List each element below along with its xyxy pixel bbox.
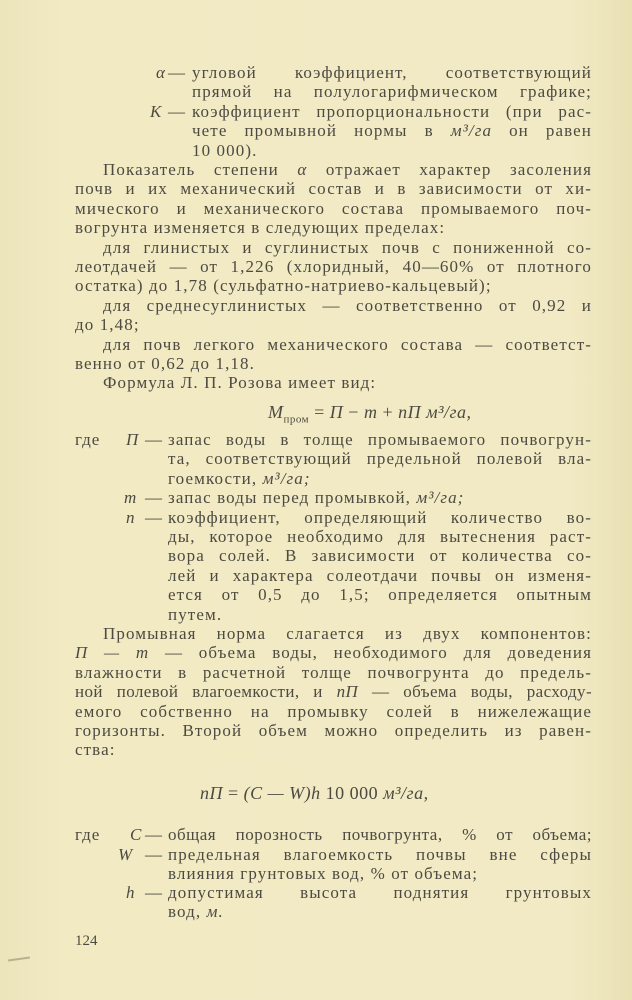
dash: —: [168, 102, 185, 121]
symbol-M: М: [268, 402, 284, 422]
text: чете промывной нормы в: [192, 121, 434, 140]
text-line: ды, которое необходимо для вытеснения раст-: [168, 527, 592, 546]
dash: —: [145, 430, 162, 449]
text-line: остатка) до 1,78 (сульфатно-натриево-кальцевый);: [75, 276, 492, 295]
symbol-alpha: α: [156, 63, 165, 82]
text-line: [75, 682, 592, 702]
symbol-P: П: [329, 402, 344, 422]
text-line: угловой коэффициент, соответствующий: [192, 63, 592, 82]
text-line: влажности в расчетной толще почвогрунта до предель-: [75, 663, 592, 682]
text-line: 10 000).: [192, 141, 258, 160]
text-line: предельная влагоемкость почвы вне сферы: [168, 845, 592, 864]
operator: =: [228, 783, 239, 803]
text: гоемкости,: [168, 469, 258, 488]
operator: −: [348, 402, 359, 422]
text: Показатель степени: [103, 160, 279, 179]
dash: —: [145, 488, 162, 507]
page-number: 124: [75, 933, 98, 949]
symbol-m: m: [363, 402, 378, 422]
unit: м³/га;: [262, 469, 311, 488]
text-line: [103, 160, 592, 180]
symbol-W: W: [289, 783, 305, 803]
symbol-n: n: [126, 508, 135, 527]
symbol-alpha: α: [297, 160, 308, 179]
text-line: коэффициент пропорциональности (при рас-: [192, 102, 592, 121]
text-line: [192, 121, 592, 141]
text-line: коэффициент, определяющий количество во-: [168, 508, 592, 527]
symbol-h: h: [126, 883, 135, 902]
text-line: Формула Л. П. Розова имеет вид:: [103, 373, 377, 392]
unit: м.: [206, 902, 224, 921]
where-label: где: [75, 430, 101, 449]
text-line: ется от 0,5 до 1,5; определяется опытным: [168, 585, 592, 604]
text-line: общая порозность почвогрунта, % от объема;: [168, 825, 592, 844]
text-line: лей и характера солеотдачи почвы он изменя-: [168, 566, 592, 585]
text-line: [168, 488, 592, 508]
text-line: вора солей. В зависимости от количества со-: [168, 546, 592, 565]
text: ной полевой влагоемкости, и: [75, 682, 323, 701]
where-label: где: [75, 825, 101, 844]
text-line: ства:: [75, 740, 116, 759]
text-line: влияния грунтовых вод, % от объема;: [168, 864, 479, 883]
text: — объема воды, необходимого для доведения: [164, 643, 592, 662]
scan-mark: [8, 956, 30, 961]
subscript: пром: [283, 413, 310, 426]
formula-rozov: [268, 400, 472, 424]
operator: +: [382, 402, 394, 422]
symbol-P: П: [126, 430, 139, 449]
text: отражает характер засоления: [325, 160, 592, 179]
text-line: до 1,48;: [75, 315, 140, 334]
text-line: почв и их механический состав и в зависимости от хи-: [75, 179, 592, 198]
expression: (C —: [243, 783, 285, 803]
text-line: для глинистых и суглинистых почв с пониженной со-: [103, 238, 592, 257]
symbol-W: W: [118, 845, 133, 864]
text-line: Промывная норма слагается из двух компонентов:: [103, 624, 592, 643]
text-line: вогрунта изменяется в следующих пределах:: [75, 218, 446, 237]
formula-washing-volume: [200, 781, 429, 805]
text-line: для среднесуглинистых — соответственно от 0,92 и: [103, 296, 592, 315]
unit: м³/га: [450, 121, 493, 140]
unit: м³/га,: [383, 783, 429, 803]
text: — объема воды, расходу-: [372, 682, 592, 701]
text-line: путем.: [168, 605, 223, 624]
dash: —: [145, 825, 162, 844]
text-line: допустимая высота поднятия грунтовых: [168, 883, 592, 902]
text: вод,: [168, 902, 202, 921]
operator: =: [314, 402, 325, 422]
text-line: [168, 469, 592, 489]
dash: —: [145, 508, 162, 527]
text-line: [75, 643, 592, 663]
text-line: горизонты. Второй объем можно определить из равен-: [75, 721, 592, 740]
symbol-K: К: [150, 102, 162, 121]
dash: —: [168, 63, 185, 82]
text-line: венно от 0,62 до 1,18.: [75, 354, 255, 373]
unit: м³/га;: [416, 488, 465, 507]
number: 10 000: [325, 783, 379, 803]
symbol-nP: nП: [200, 783, 223, 803]
text-line: та, соответствующий предельной полевой вла-: [168, 449, 592, 468]
symbol-m: m: [124, 488, 137, 507]
symbol-nP: nП: [398, 402, 422, 422]
dash: —: [145, 845, 162, 864]
text-line: для почв легкого механического состава — соответст-: [103, 335, 592, 354]
symbol-nP: nП: [336, 682, 359, 701]
unit: м³/га,: [426, 402, 472, 422]
text: запас воды перед промывкой,: [168, 488, 412, 507]
expression: )h: [304, 783, 321, 803]
symbol-P-minus-m: П — m: [75, 643, 150, 662]
dash: —: [145, 883, 162, 902]
text: он равен: [509, 121, 592, 140]
text-line: запас воды в толще промываемого почвогрун-: [168, 430, 592, 449]
symbol-C: C: [130, 825, 142, 844]
text-line: леотдачей — от 1,226 (хлоридный, 40—60% от плотного: [75, 257, 592, 276]
text-line: мического и механического состава промываемого поч-: [75, 199, 592, 218]
text-line: [168, 902, 592, 922]
text-line: прямой на полулогарифмическом графике;: [192, 82, 592, 101]
text-line: емого собственно на промывку солей в нижележащие: [75, 702, 592, 721]
